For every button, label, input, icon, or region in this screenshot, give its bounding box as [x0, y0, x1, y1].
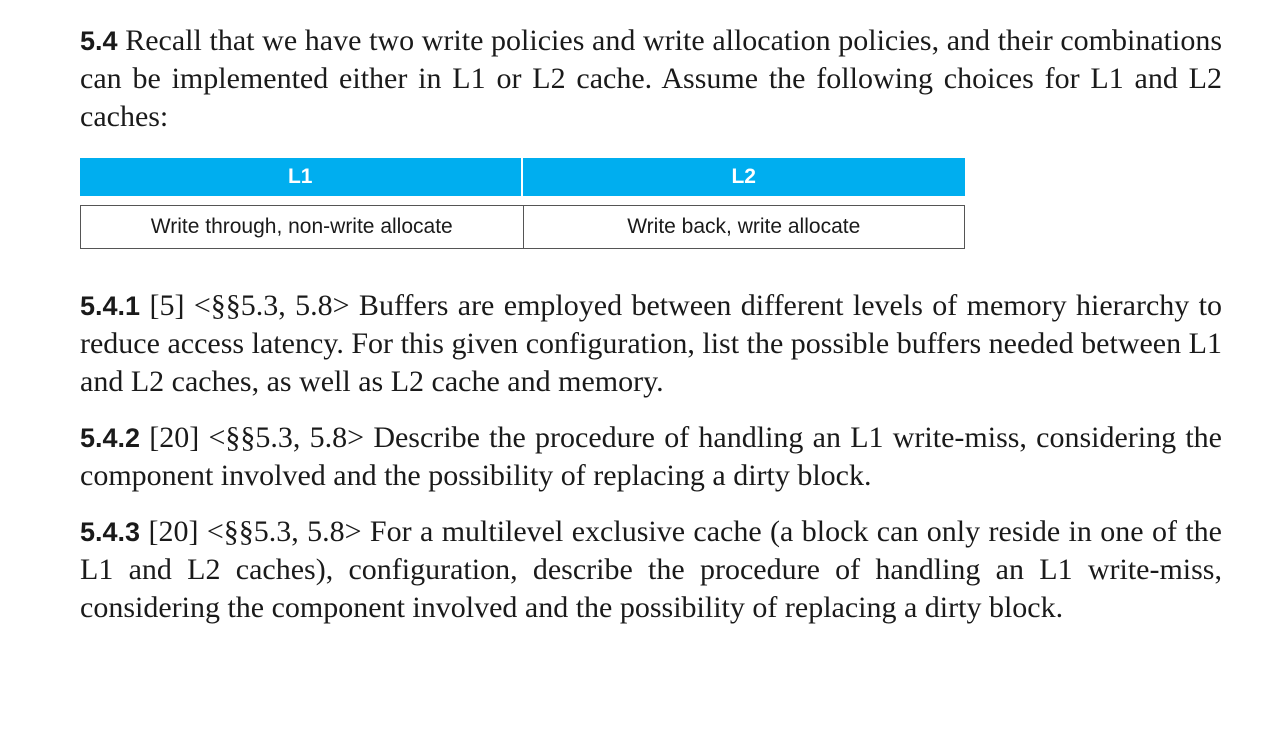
problem-intro: [80, 22, 1222, 136]
subproblem-5-4-3: [80, 513, 1222, 627]
subproblem-text: [20] <§§5.3, 5.8> For a multilevel exclusive cache (a block can only reside in one of the L1 and L2 caches), configuration, describe the procedure of handling an L1 write-miss, considering the component involved and the possibility of replacing a dirty block.: [80, 515, 1222, 624]
table-header-l2: L2: [523, 158, 966, 196]
table-cell-l2-policy: Write back, write allocate: [523, 205, 966, 249]
subproblem-number: 5.4.3: [80, 517, 141, 547]
table-header-row: [80, 158, 965, 196]
subproblem-text: [5] <§§5.3, 5.8> Buffers are employed between different levels of memory hierarchy to reduce access latency. For this given configuration, list the possible buffers needed between L1 and L2 caches, as well as L2 cache and memory.: [80, 289, 1222, 398]
problem-text: Recall that we have two write policies and write allocation policies, and their combinations can be implemented either in L1 or L2 cache. Assume the following choices for L1 and L2 caches:: [80, 24, 1223, 133]
subproblem-5-4-1: [80, 287, 1222, 401]
table-row: [80, 205, 965, 249]
cache-policy-table: [80, 158, 965, 249]
subproblem-text: [20] <§§5.3, 5.8> Describe the procedure of handling an L1 write-miss, considering the component involved and the possibility of replacing a dirty block.: [80, 421, 1222, 492]
subproblem-number: 5.4.1: [80, 291, 141, 321]
problem-number: 5.4: [80, 26, 118, 56]
subproblem-5-4-2: [80, 419, 1222, 495]
subproblem-number: 5.4.2: [80, 423, 141, 453]
table-cell-l1-policy: Write through, non-write allocate: [80, 205, 523, 249]
table-header-l1: L1: [80, 158, 523, 196]
exercise-page: [80, 22, 1222, 627]
